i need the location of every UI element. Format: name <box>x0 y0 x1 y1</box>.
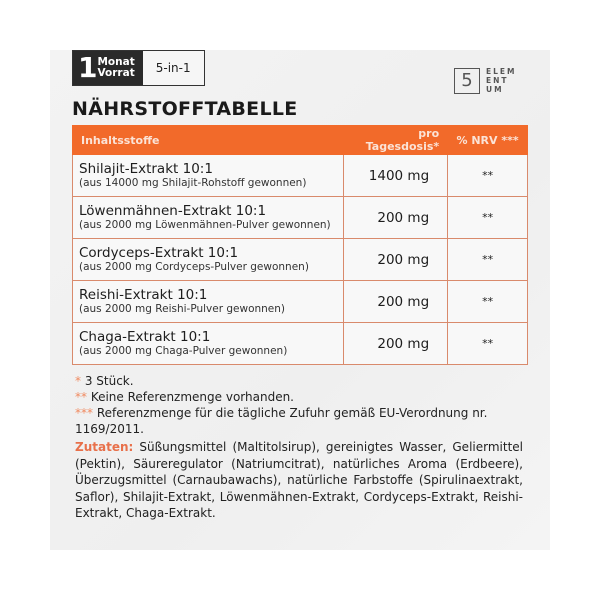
logo-line-1: ELEM <box>486 67 517 76</box>
footnote-marker: *** <box>75 406 93 420</box>
supply-badge <box>72 50 205 86</box>
nutrition-table <box>72 125 528 365</box>
ingredients-label: Zutaten: <box>75 440 134 454</box>
footnote-text: Keine Referenzmenge vorhanden. <box>87 390 294 404</box>
table-row <box>73 281 528 323</box>
ingredient-source: (aus 2000 mg Cordyceps-Pulver gewonnen) <box>79 261 309 273</box>
ingredient-cell <box>73 239 344 281</box>
logo-line-2: ENT <box>486 76 509 85</box>
supply-word-1: Monat <box>97 56 135 68</box>
nrv-cell: ** <box>448 323 528 365</box>
table-row <box>73 323 528 365</box>
logo-wordmark <box>486 67 517 94</box>
footnote-text: 3 Stück. <box>81 374 134 388</box>
table-row <box>73 155 528 197</box>
dose-cell: 200 mg <box>344 323 448 365</box>
dose-cell: 200 mg <box>344 197 448 239</box>
ingredient-source: (aus 2000 mg Reishi-Pulver gewonnen) <box>79 303 286 315</box>
header-nrv: % NRV *** <box>448 126 528 155</box>
supply-word-2: Vorrat <box>97 67 135 79</box>
footnote <box>75 389 515 405</box>
ingredients-list <box>75 439 523 522</box>
footnote-marker: ** <box>75 390 87 404</box>
supply-words <box>97 57 134 79</box>
table-row <box>73 239 528 281</box>
nrv-cell: ** <box>448 239 528 281</box>
header-ingredient: Inhaltsstoffe <box>73 126 344 155</box>
dose-cell: 1400 mg <box>344 155 448 197</box>
page-title: NÄHRSTOFFTABELLE <box>72 98 298 120</box>
ingredient-cell <box>73 323 344 365</box>
logo-line-3: UM <box>486 85 504 94</box>
ingredient-name: Reishi-Extrakt 10:1 <box>79 287 208 303</box>
ingredient-cell <box>73 197 344 239</box>
header-dose: pro Tagesdosis* <box>344 126 448 155</box>
ingredient-cell <box>73 281 344 323</box>
ingredient-cell <box>73 155 344 197</box>
nrv-cell: ** <box>448 197 528 239</box>
ingredient-source: (aus 14000 mg Shilajit-Rohstoff gewonnen) <box>79 177 307 189</box>
nrv-cell: ** <box>448 155 528 197</box>
ingredient-name: Chaga-Extrakt 10:1 <box>79 329 211 345</box>
dose-cell: 200 mg <box>344 239 448 281</box>
footnote-text: Referenzmenge für die tägliche Zufuhr gemäß EU-Verordnung nr. 1169/2011. <box>75 406 488 436</box>
ingredient-source: (aus 2000 mg Chaga-Pulver gewonnen) <box>79 345 288 357</box>
ingredient-source: (aus 2000 mg Löwenmähnen-Pulver gewonnen) <box>79 219 331 231</box>
footnote <box>75 405 515 437</box>
table-row <box>73 197 528 239</box>
ingredient-name: Cordyceps-Extrakt 10:1 <box>79 245 239 261</box>
logo-number-box: 5 <box>454 68 480 94</box>
ingredient-name: Shilajit-Extrakt 10:1 <box>79 161 213 177</box>
footnotes <box>75 373 515 437</box>
ingredient-name: Löwenmähnen-Extrakt 10:1 <box>79 203 267 219</box>
footnote-marker: * <box>75 374 81 388</box>
variant-badge: 5-in-1 <box>143 51 204 85</box>
table-header-row <box>73 126 528 155</box>
product-info-card <box>50 50 550 550</box>
nrv-cell: ** <box>448 281 528 323</box>
dose-cell: 200 mg <box>344 281 448 323</box>
supply-number: 1 <box>78 51 96 84</box>
footnote <box>75 373 515 389</box>
ingredients-text: Süßungsmittel (Maltitolsirup), gereinigtes Wasser, Geliermittel (Pektin), Säureregulator (Natriumcitrat), natürliches Aroma (Erdbeere), Überzugsmittel (Carnaubawachs), natürliche Farbstoffe (Spirulinaextrakt, Saflor), Shilajit-Extrakt, Löwenmähnen-Extrakt, Cordyceps-Extrakt, Reishi-Extrakt, Chaga-Extrakt. <box>75 440 523 520</box>
supply-duration-badge <box>73 51 143 85</box>
brand-logo <box>454 67 517 94</box>
